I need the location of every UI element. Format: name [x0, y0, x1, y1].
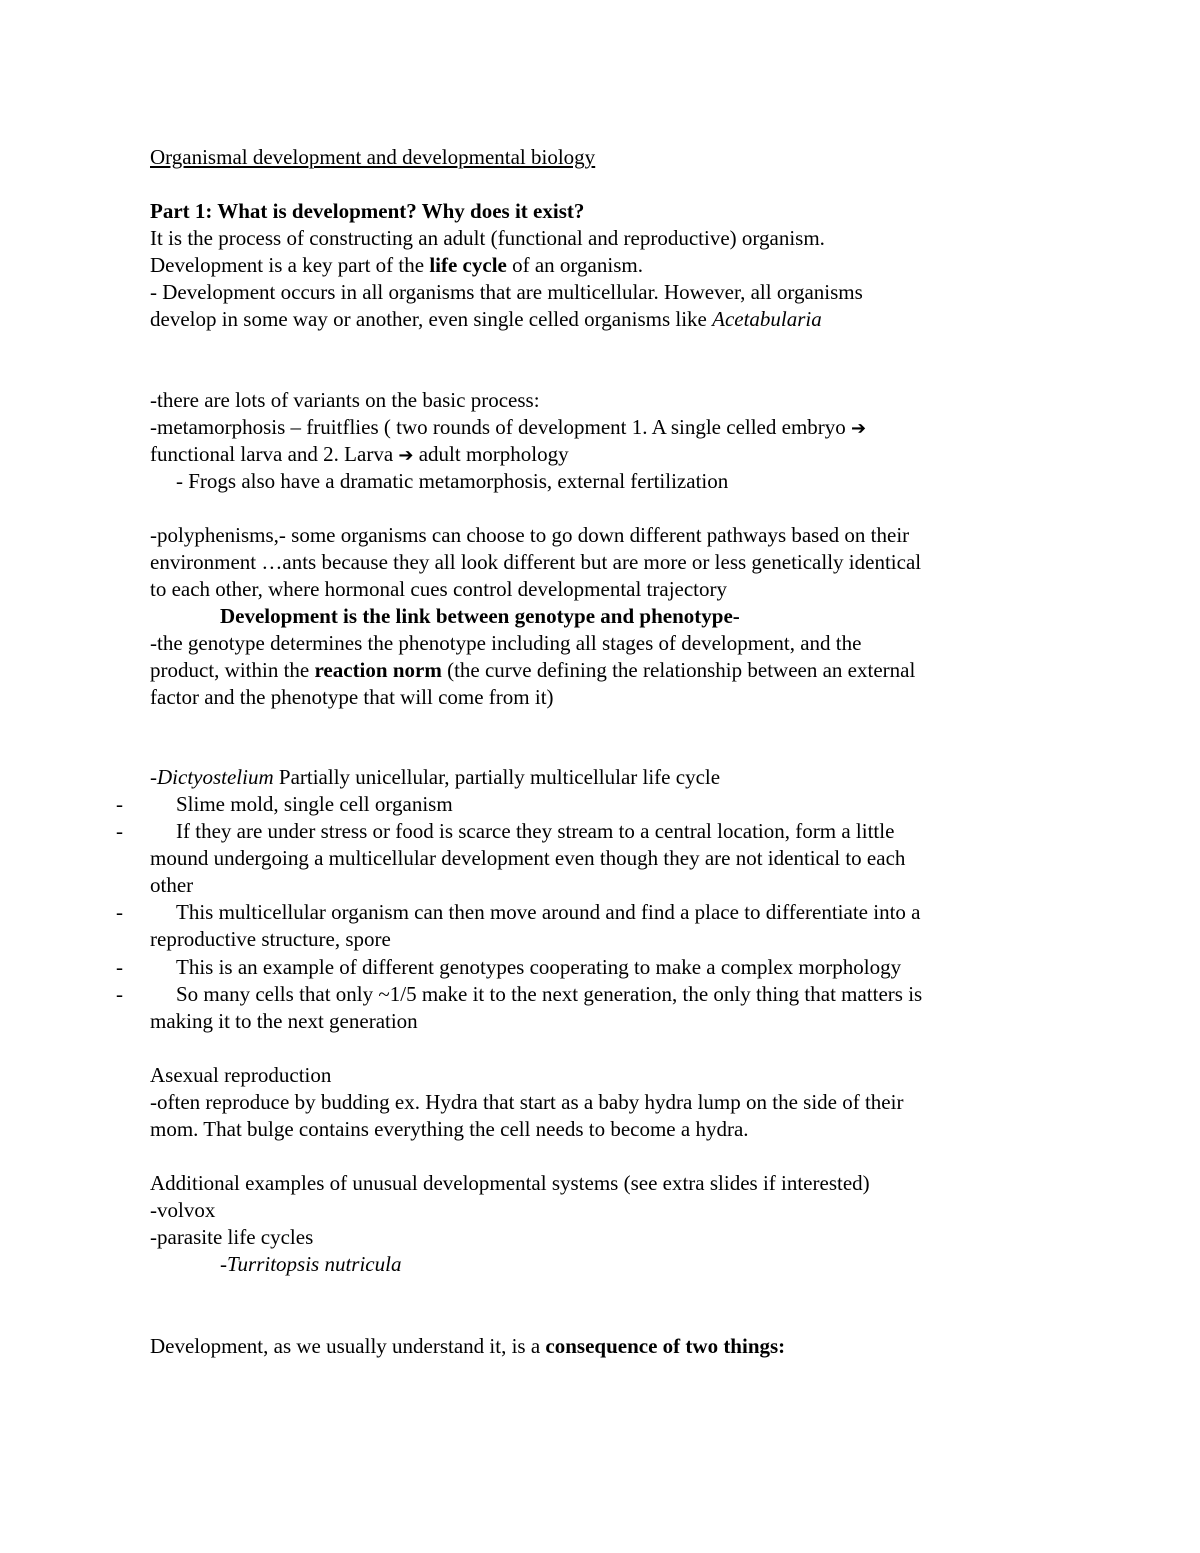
- reaction-norm-term: reaction norm: [314, 658, 442, 682]
- bullet-dash: -: [116, 955, 123, 979]
- paragraph-line: - Frogs also have a dramatic metamorphosis, external fertilization: [176, 469, 729, 493]
- list-item-continuation: making it to the next generation: [150, 1009, 418, 1033]
- paragraph-line: develop in some way or another, even single celled organisms like Acetabularia: [150, 307, 822, 331]
- list-item: Slime mold, single cell organism: [176, 792, 453, 816]
- paragraph-line: Development is a key part of the life cycle of an organism.: [150, 253, 643, 277]
- section-heading: Asexual reproduction: [150, 1063, 332, 1087]
- list-item: If they are under stress or food is scarce they stream to a central location, form a little: [176, 819, 895, 843]
- bullet-dash: -: [116, 792, 123, 816]
- document-title: Organismal development and developmental biology: [150, 145, 596, 169]
- arrow-icon: ➔: [851, 418, 867, 439]
- paragraph-line: environment …ants because they all look different but are more or less genetically identical: [150, 550, 922, 574]
- key-statement: Development is the link between genotype and phenotype-: [220, 604, 740, 628]
- paragraph-line: mom. That bulge contains everything the cell needs to become a hydra.: [150, 1117, 749, 1141]
- life-cycle-term: life cycle: [429, 253, 507, 277]
- dictyostelium-term: Dictyostelium: [157, 765, 274, 789]
- arrow-icon: ➔: [398, 445, 414, 466]
- paragraph-line: -Turritopsis nutricula: [220, 1252, 402, 1276]
- section-heading: Additional examples of unusual developmental systems (see extra slides if interested): [150, 1171, 870, 1195]
- paragraph-line: - Development occurs in all organisms that are multicellular. However, all organisms: [150, 280, 863, 304]
- paragraph-line: -volvox: [150, 1198, 216, 1222]
- paragraph-line: -metamorphosis – fruitflies ( two rounds of development 1. A single celled embryo ➔: [150, 415, 867, 439]
- bullet-dash: -: [116, 819, 123, 843]
- paragraph-line: It is the process of constructing an adult (functional and reproductive) organism.: [150, 226, 825, 250]
- consequence-term: consequence of two things:: [545, 1334, 786, 1358]
- paragraph-line: product, within the reaction norm (the curve defining the relationship between an external: [150, 658, 916, 682]
- bullet-dash: -: [116, 982, 123, 1006]
- list-item-continuation: other: [150, 873, 194, 897]
- paragraph-line: -polyphenisms,- some organisms can choose to go down different pathways based on their: [150, 523, 910, 547]
- list-item: This is an example of different genotypes cooperating to make a complex morphology: [176, 955, 902, 979]
- paragraph-line: factor and the phenotype that will come from it): [150, 685, 554, 709]
- paragraph-line: -the genotype determines the phenotype including all stages of development, and the: [150, 631, 862, 655]
- list-item-continuation: mound undergoing a multicellular development even though they are not identical to each: [150, 846, 906, 870]
- paragraph-line: -often reproduce by budding ex. Hydra that start as a baby hydra lump on the side of their: [150, 1090, 904, 1114]
- paragraph-line: -Dictyostelium Partially unicellular, partially multicellular life cycle: [150, 765, 721, 789]
- list-item: This multicellular organism can then move around and find a place to differentiate into a: [176, 900, 921, 924]
- turritopsis-term: Turritopsis nutricula: [227, 1252, 402, 1276]
- paragraph-line: functional larva and 2. Larva ➔ adult morphology: [150, 442, 569, 466]
- bullet-dash: -: [116, 900, 123, 924]
- list-item-continuation: reproductive structure, spore: [150, 927, 391, 951]
- paragraph-line: to each other, where hormonal cues control developmental trajectory: [150, 577, 728, 601]
- paragraph-line: -parasite life cycles: [150, 1225, 314, 1249]
- paragraph-line: -there are lots of variants on the basic process:: [150, 388, 540, 412]
- acetabularia-term: Acetabularia: [712, 307, 822, 331]
- list-item: So many cells that only ~1/5 make it to the next generation, the only thing that matters is: [176, 982, 923, 1006]
- paragraph-line: Development, as we usually understand it, is a consequence of two things:: [150, 1334, 786, 1358]
- part1-heading: Part 1: What is development? Why does it exist?: [150, 199, 585, 223]
